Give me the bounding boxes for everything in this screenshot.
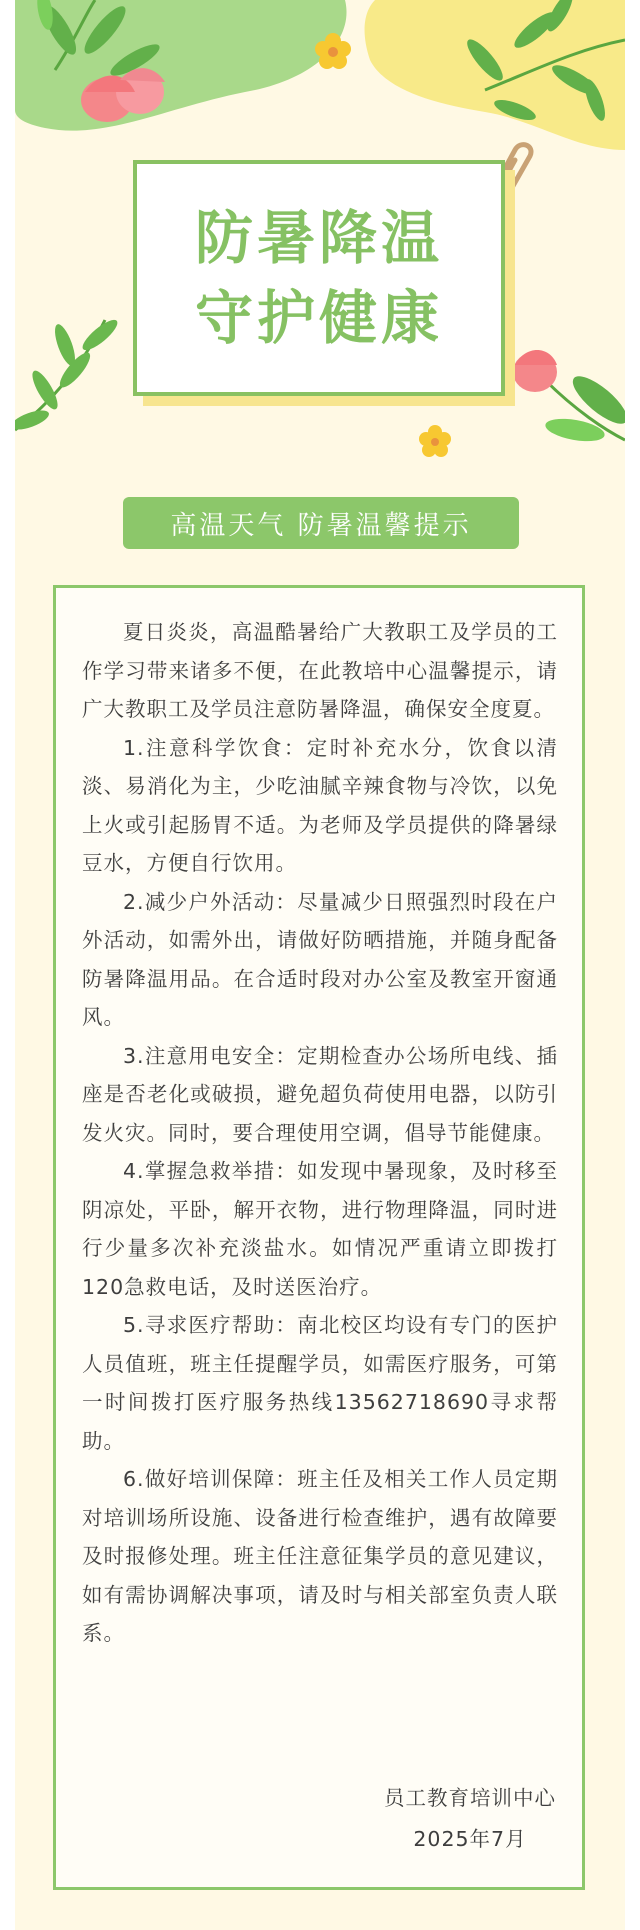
tip-paragraph-diet: 1.注意科学饮食：定时补充水分，饮食以清淡、易消化为主，少吃油腻辛辣食物与冷饮，以免上火或引起肠胃不适。为老师及学员提供的降暑绿豆水，方便自行饮用。 <box>82 735 558 875</box>
signature-organization: 员工教育培训中心 <box>384 1786 556 1810</box>
notice-body <box>82 613 558 1653</box>
title-line-1: 防暑降温 <box>194 204 443 272</box>
signature-date: 2025年7月 <box>413 1827 527 1851</box>
small-flower-icon <box>419 425 451 457</box>
leaf-branch-icon <box>15 315 121 433</box>
subtitle-banner: 高温天气 防暑温馨提示 <box>123 497 519 549</box>
poster <box>15 0 625 1930</box>
tip-paragraph-outdoor: 2.减少户外活动：尽量减少日照强烈时段在户外活动，如需外出，请做好防晒措施，并随身配备防暑降温用品。在合适时段对办公室及教室开窗通风。 <box>82 889 558 1029</box>
tip-paragraph-training: 6.做好培训保障：班主任及相关工作人员定期对培训场所设施、设备进行检查维护，遇有故障要及时报修处理。班主任注意征集学员的意见建议，如有需协调解决事项，请及时与相关部室负责人联系。 <box>82 1467 558 1645</box>
notice-content-box <box>53 585 585 1890</box>
tulip-icon <box>513 350 625 445</box>
green-blob-shape <box>15 0 347 131</box>
title-line-2: 守护健康 <box>194 284 443 352</box>
tip-paragraph-first-aid: 4.掌握急救举措：如发现中暑现象，及时移至阴凉处，平卧，解开衣物，进行物理降温，同时进行少量多次补充淡盐水。如情况严重请立即拨打120急救电话，及时送医治疗。 <box>82 1159 558 1299</box>
intro-paragraph: 夏日炎炎，高温酷暑给广大教职工及学员的工作学习带来诸多不便，在此教培中心温馨提示，请广大教职工及学员注意防暑降温，确保安全度夏。 <box>82 620 558 721</box>
title-box <box>133 160 505 396</box>
title-card <box>133 160 517 408</box>
tip-paragraph-electricity: 3.注意用电安全：定期检查办公场所电线、插座是否老化或破损，避免超负荷使用电器，以防引发火灾。同时，要合理使用空调，倡导节能健康。 <box>82 1043 558 1145</box>
tip-paragraph-medical: 5.寻求医疗帮助：南北校区均设有专门的医护人员值班，班主任提醒学员，如需医疗服务，可第一时间拨打医疗服务热线13562718690寻求帮助。 <box>82 1313 558 1453</box>
signature-block <box>384 1778 556 1860</box>
